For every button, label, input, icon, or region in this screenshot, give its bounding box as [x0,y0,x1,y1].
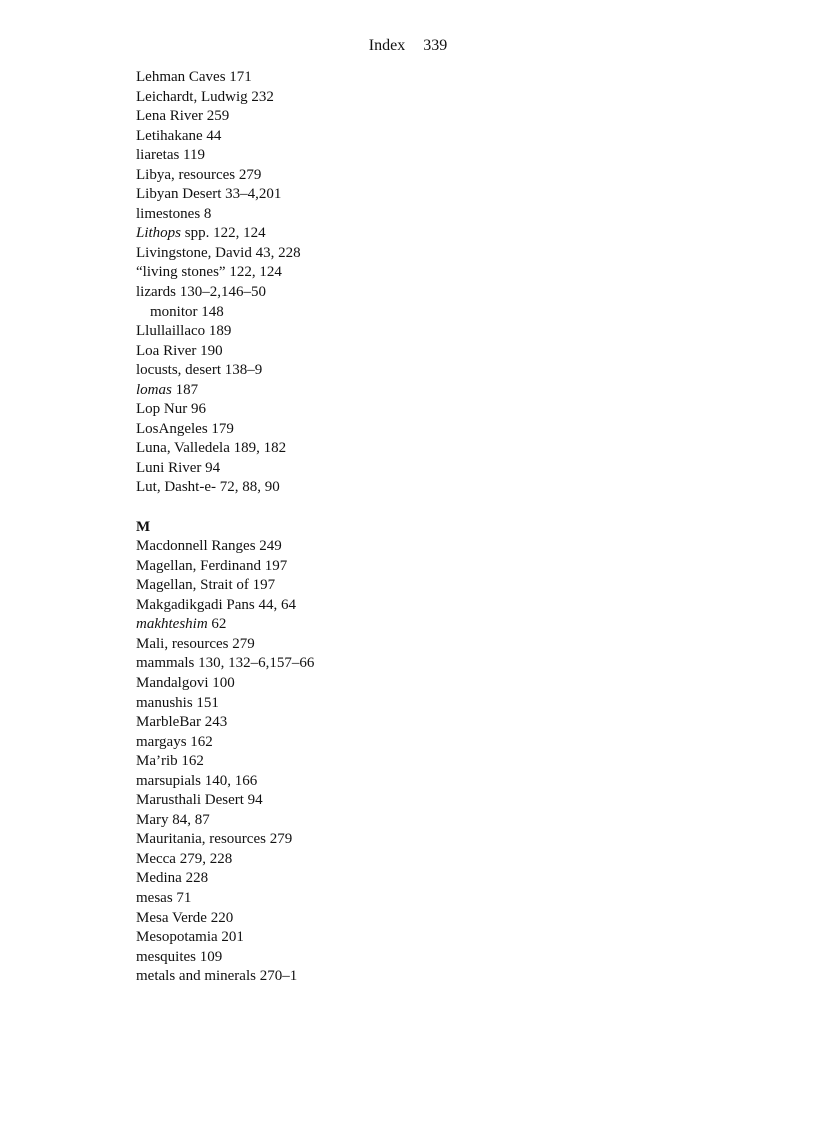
index-entry [136,342,696,362]
entry-text: Letihakane 44 [136,127,222,144]
index-entry [136,772,696,792]
entry-text: Lehman Caves 171 [136,69,252,85]
entry-text: Ma’rib 162 [136,753,204,770]
entry-text: Livingstone, David 43, 228 [136,244,301,261]
entry-text: Loa River 190 [136,342,223,359]
entry-text: Lop Nur 96 [136,401,206,418]
entry-text: Lut, Dasht-e- 72, 88, 90 [136,479,280,496]
index-entry [136,263,696,283]
index-entry [136,909,696,929]
entry-text: Lena River 259 [136,108,230,125]
entry-text: lizards 130–2,146–50 [136,284,266,301]
page-number: 339 [423,37,448,54]
entry-text: Leichardt, Ludwig 232 [136,88,274,105]
index-entry [136,615,696,635]
entry-text: Magellan, Strait of 197 [136,577,276,594]
index-entry [136,869,696,889]
index-entry [136,478,696,498]
index-entry [136,654,696,674]
entry-text: marsupials 140, 166 [136,772,258,789]
index-entry [136,420,696,440]
entry-italic-term: makhteshim [136,616,208,633]
entry-text: mesas 71 [136,889,192,906]
entry-text: Luni River 94 [136,459,221,476]
entry-text: MarbleBar 243 [136,714,228,731]
entry-text: Mesa Verde 220 [136,909,234,926]
index-entry [136,967,696,987]
index-entry [136,830,696,850]
index-entry [136,791,696,811]
entry-text: Libyan Desert 33–4,201 [136,186,282,203]
index-entry [136,322,696,342]
entry-italic-term: lomas [136,381,172,398]
index-entry [136,674,696,694]
entry-text: Macdonnell Ranges 249 [136,538,282,555]
entry-text: Mecca 279, 228 [136,850,233,867]
section-heading-m: M [136,518,151,535]
entry-text: spp. 122, 124 [181,225,266,242]
entry-text: Llullaillaco 189 [136,323,232,340]
entry-text: LosAngeles 179 [136,420,234,437]
entry-text: Magellan, Ferdinand 197 [136,557,288,574]
index-entry [136,635,696,655]
section-gap [136,498,696,518]
index-entry [136,811,696,831]
index-entry [136,146,696,166]
entry-text: Makgadikgadi Pans 44, 64 [136,596,296,613]
entry-text: Mauritania, resources 279 [136,831,293,848]
entry-text: Mali, resources 279 [136,635,255,652]
index-entry [136,224,696,244]
entry-text: Mary 84, 87 [136,811,210,828]
entry-text: 62 [207,616,227,633]
entry-text: margays 162 [136,733,213,750]
header-title: Index [368,37,406,54]
entry-text: locusts, desert 138–9 [136,362,263,379]
index-section-l [136,68,696,498]
entry-text: limestones 8 [136,205,212,222]
running-head [0,36,816,56]
entry-text: Marusthali Desert 94 [136,792,263,809]
entry-text: mammals 130, 132–6,157–66 [136,655,315,672]
index-section-m [136,537,696,987]
index-entry [136,733,696,753]
index-entry [136,752,696,772]
entry-text: liaretas 119 [136,147,206,164]
index-entry [136,127,696,147]
index-subentry [136,303,696,323]
index-entry [136,381,696,401]
index-entry [136,166,696,186]
entry-text: manushis 151 [136,694,219,711]
entry-text: Luna, Valledela 189, 182 [136,440,287,457]
entry-text: Libya, resources 279 [136,166,262,183]
index-entry [136,68,696,88]
entry-italic-term: Lithops [136,225,182,242]
index-entry [136,459,696,479]
entry-text: monitor 148 [150,303,224,320]
index-entry [136,107,696,127]
entry-text: Mandalgovi 100 [136,674,235,691]
entry-text: “living stones” 122, 124 [136,264,282,281]
index-list [136,68,696,987]
entry-text: mesquites 109 [136,948,223,965]
index-entry [136,850,696,870]
index-entry [136,244,696,264]
index-entry [136,694,696,714]
index-entry [136,928,696,948]
index-entry [136,576,696,596]
index-entry [136,88,696,108]
entry-text: metals and minerals 270–1 [136,968,298,985]
index-entry [136,537,696,557]
index-entry [136,439,696,459]
entry-text: Mesopotamia 201 [136,929,244,946]
index-entry [136,596,696,616]
entry-text: 187 [171,381,199,398]
index-entry [136,400,696,420]
index-entry [136,713,696,733]
index-entry [136,361,696,381]
entry-text: Medina 228 [136,870,209,887]
index-entry [136,185,696,205]
index-entry [136,283,696,303]
index-entry [136,889,696,909]
index-entry [136,205,696,225]
index-entry [136,948,696,968]
index-entry [136,557,696,577]
